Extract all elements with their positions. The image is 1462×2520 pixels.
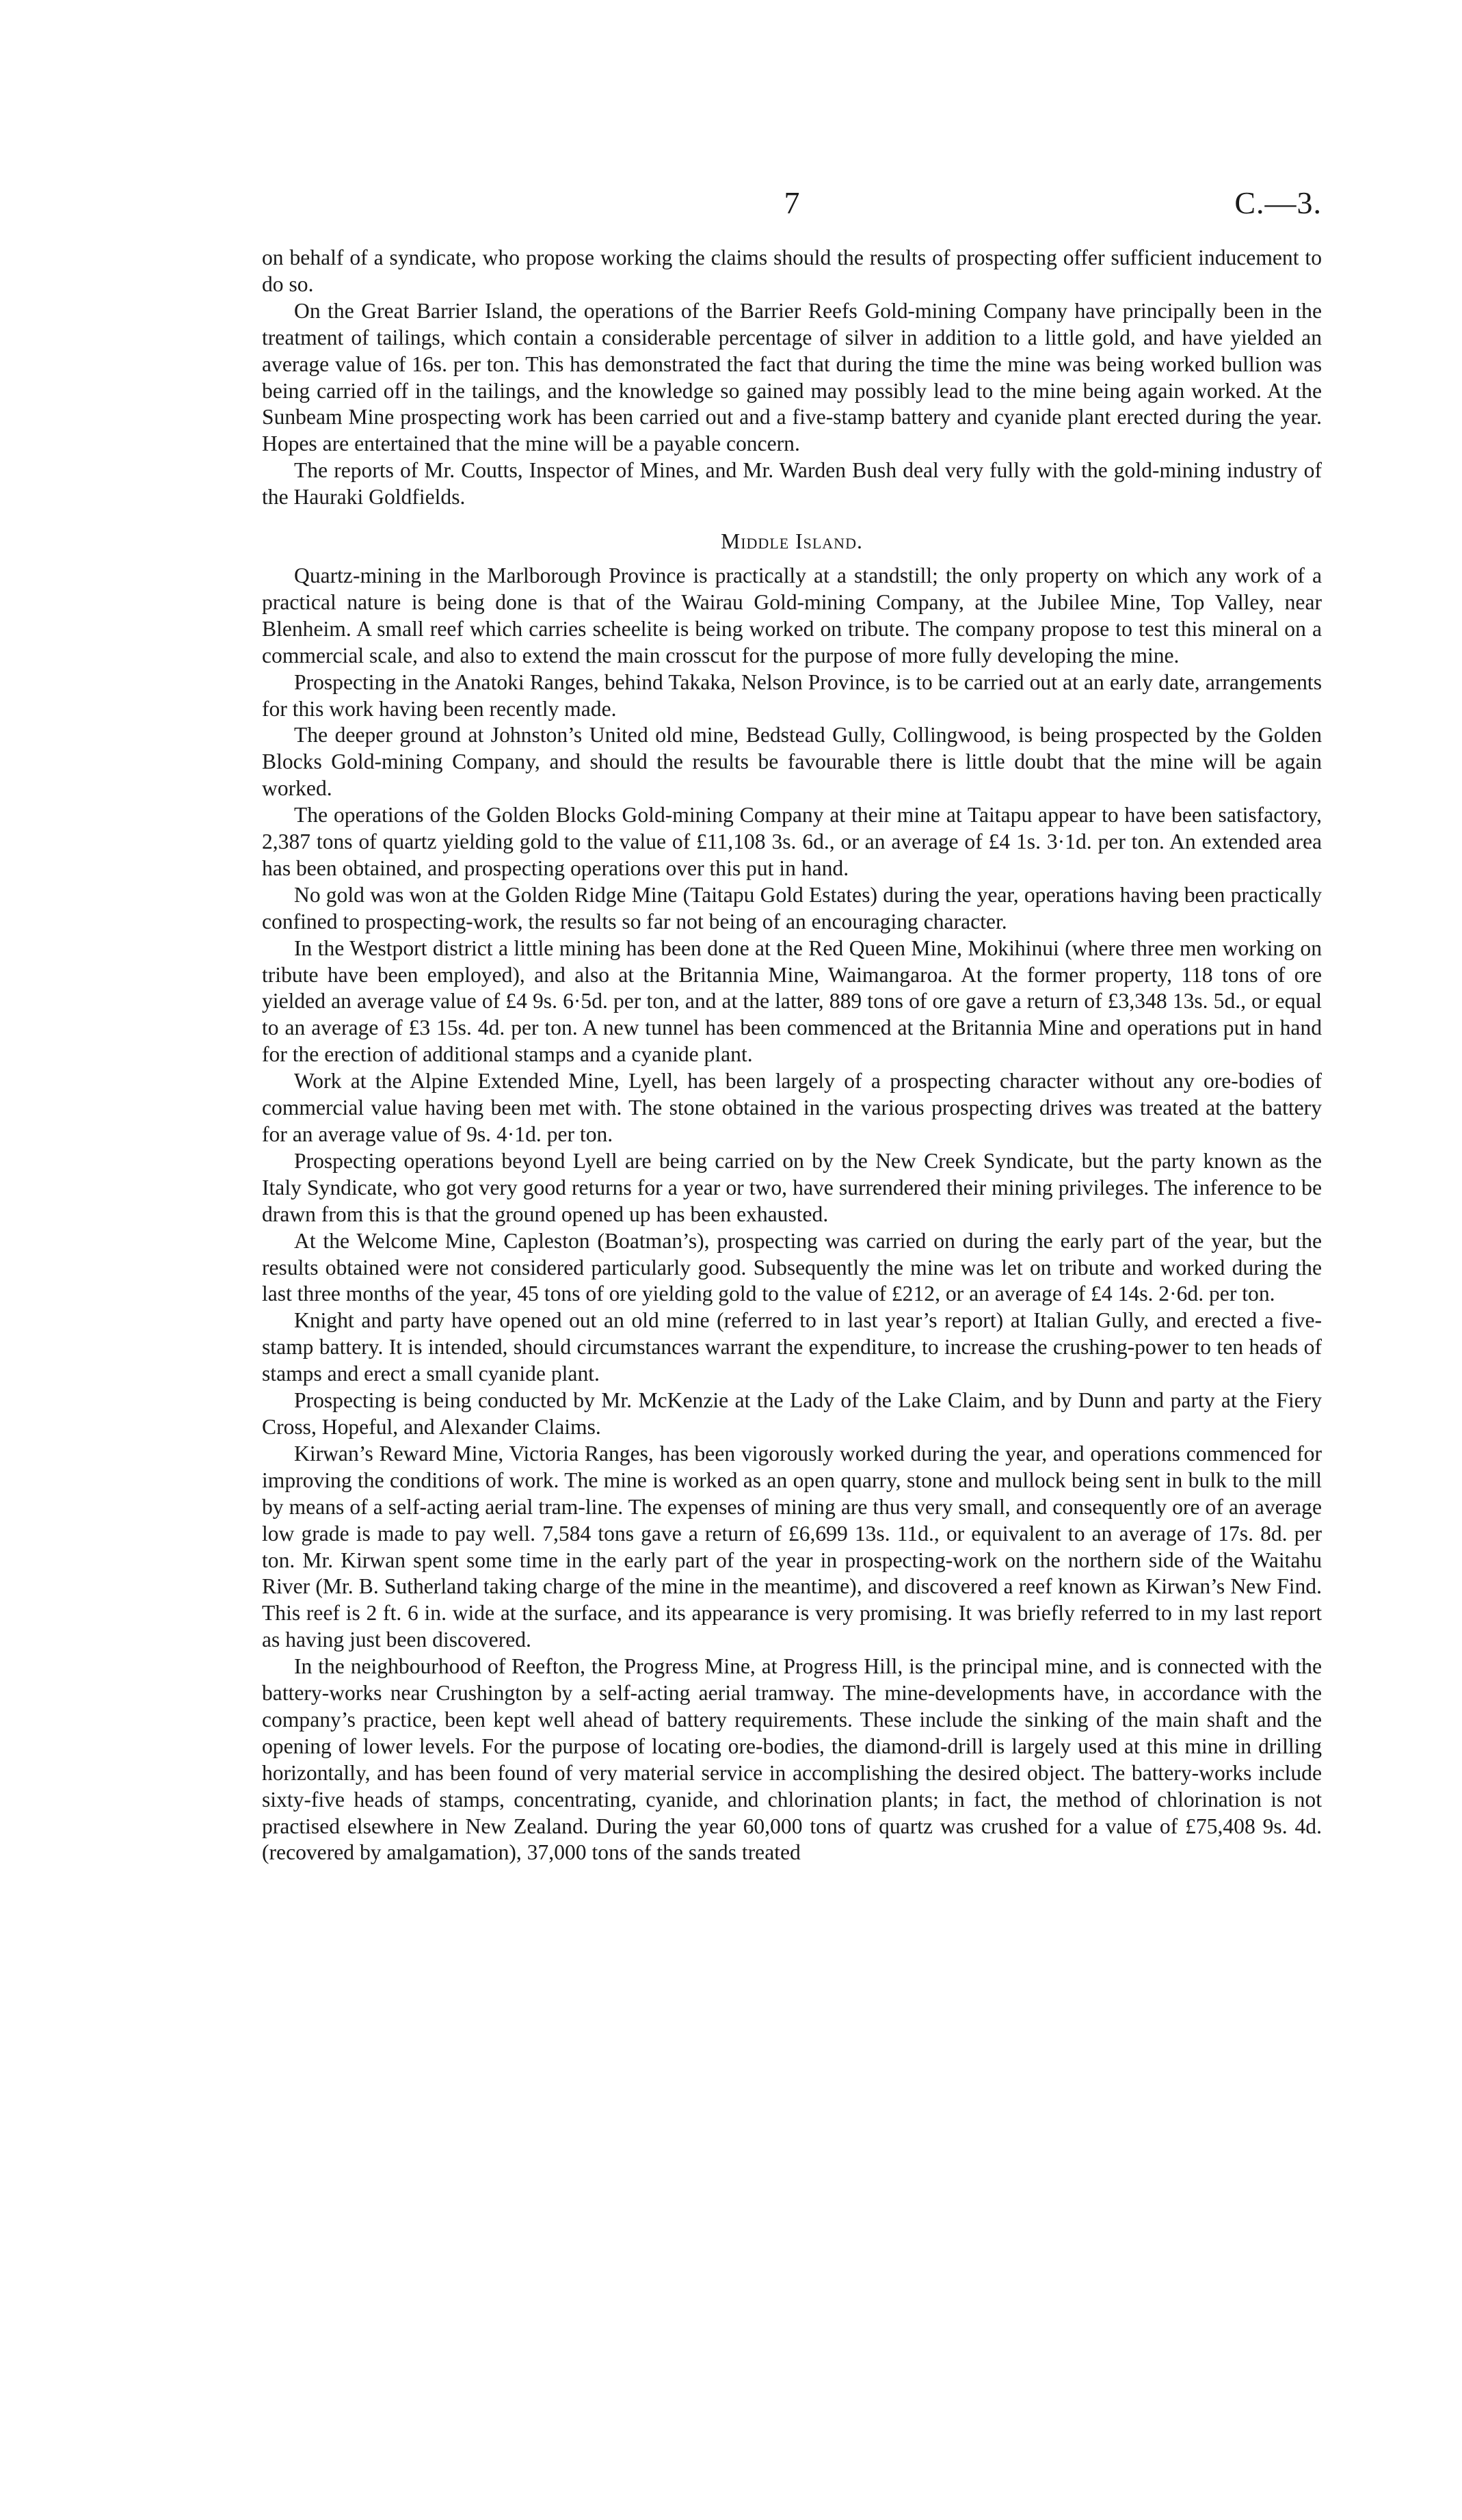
paragraph: Quartz-mining in the Marlborough Province is practically at a standstill; the only property on which any work of a practical nature is being done is that of the Wairau Gold-mining Company, at the Jubilee Mine, Top Valley, near Blenheim. A small reef which carries scheelite is being worked on tribute. The company propose to test this mineral on a commercial scale, and also to extend the main crosscut for the purpose of more fully developing the mine. — [262, 563, 1322, 667]
paragraph: No gold was won at the Golden Ridge Mine (Taitapu Gold Estates) during the year, operations having been practically confined to prospecting-work, the results so far not being of an encouraging character. — [262, 882, 1322, 933]
document-reference: C.—3. — [1234, 185, 1322, 220]
paragraph: The deeper ground at Johnston’s United old mine, Bedstead Gully, Collingwood, is being prospected by the Golden Blocks Gold-mining Company, and should the results be favourable there is little doubt that the mine will be again worked. — [262, 723, 1322, 801]
paragraph: On the Great Barrier Island, the operations of the Barrier Reefs Gold-mining Company have principally been in the treatment of tailings, which contain a considerable percentage of silver in addition to a little gold, and have yielded an average value of 16s. per ton. This has demonstrated the fact that during the time the mine was being worked bullion was being carried off in the tailings, and the knowledge so gained may possibly lead to the mine being again worked. At the Sunbeam Mine prospecting work has been carried out and a five-stamp battery and cyanide plant erected during the year. Hopes are entertained that the mine will be a payable concern. — [262, 298, 1322, 456]
paragraph: Kirwan’s Reward Mine, Victoria Ranges, has been vigorously worked during the year, and operations commenced for improving the conditions of work. The mine is worked as an open quarry, stone and mullock being sent in bulk to the mill by means of a self-acting aerial tram-line. The expenses of mining are thus very small, and consequently ore of an average low grade is made to pay well. 7,584 tons gave a return of £6,699 13s. 11d., or equivalent to an average of 17s. 8d. per ton. Mr. Kirwan spent some time in the early part of the year in prospecting-work on the northern side of the Waitahu River (Mr. B. Sutherland taking charge of the mine in the meantime), and discovered a reef known as Kirwan’s New Find. This reef is 2 ft. 6 in. wide at the surface, and its appearance is very promising. It was briefly referred to in my last report as having just been discovered. — [262, 1441, 1322, 1652]
paragraph: Prospecting is being conducted by Mr. McKenzie at the Lady of the Lake Claim, and by Dunn and party at the Fiery Cross, Hopeful, and Alexander Claims. — [262, 1388, 1322, 1439]
page-number: 7 — [784, 185, 800, 220]
paragraph: In the Westport district a little mining has been done at the Red Queen Mine, Mokihinui (where three men working on tribute have been employed), and also at the Britannia Mine, Waimangaroa. At the former property, 118 tons of ore yielded an average value of £4 9s. 6·5d. per ton, and at the latter, 889 tons of ore gave a return of £3,348 13s. 5d., or equal to an average of £3 15s. 4d. per ton. A new tunnel has been commenced at the Britannia Mine and operations put in hand for the erection of additional stamps and a cyanide plant. — [262, 936, 1322, 1067]
paragraph: The reports of Mr. Coutts, Inspector of Mines, and Mr. Warden Bush deal very fully with the gold-mining industry of the Hauraki Goldfields. — [262, 458, 1322, 509]
section-heading: Middle Island. — [721, 529, 863, 554]
paragraph: Prospecting in the Anatoki Ranges, behind Takaka, Nelson Province, is to be carried out at an early date, arrangements for this work having been recently made. — [262, 669, 1322, 721]
paragraph: Knight and party have opened out an old mine (referred to in last year’s report) at Italian Gully, and erected a five-stamp battery. It is intended, should circumstances warrant the expenditure, to increase the crushing-power to ten heads of stamps and erect a small cyanide plant. — [262, 1308, 1322, 1386]
body-text — [262, 245, 1322, 1866]
paragraph: The operations of the Golden Blocks Gold-mining Company at their mine at Taitapu appear to have been satisfactory, 2,387 tons of quartz yielding gold to the value of £11,108 3s. 6d., or an average of £4 1s. 3·1d. per ton. An extended area has been obtained, and prospecting operations over this put in hand. — [262, 803, 1322, 880]
paragraph: In the neighbourhood of Reefton, the Progress Mine, at Progress Hill, is the principal mine, and is connected with the battery-works near Crushington by a self-acting aerial tramway. The mine-developments have, in accordance with the company’s practice, been kept well ahead of battery requirements. These include the sinking of the main shaft and the opening of lower levels. For the purpose of locating ore-bodies, the diamond-drill is largely used at this mine in drilling horizontally, and has been found of very material service in accomplishing the desired object. The battery-works include sixty-five heads of stamps, concentrating, cyanide, and chlorination plants; in fact, the method of chlorination is not practised elsewhere in New Zealand. During the year 60,000 tons of quartz was crushed for a value of £75,408 9s. 4d. (recovered by amalgamation), 37,000 tons of the sands treated — [262, 1654, 1322, 1865]
paragraph: At the Welcome Mine, Capleston (Boatman’s), prospecting was carried on during the early part of the year, but the results obtained were not considered particularly good. Subsequently the mine was let on tribute and worked during the last three months of the year, 45 tons of ore yielding gold to the value of £212, or an average of £4 14s. 2·6d. per ton. — [262, 1228, 1322, 1306]
page-header — [262, 185, 1322, 233]
paragraph: Work at the Alpine Extended Mine, Lyell, has been largely of a prospecting character without any ore-bodies of commercial value having been met with. The stone obtained in the various prospecting drives was treated at the battery for an average value of 9s. 4·1d. per ton. — [262, 1069, 1322, 1146]
paragraph: on behalf of a syndicate, who propose working the claims should the results of prospecting offer sufficient inducement to do so. — [262, 246, 1322, 296]
paragraph: Prospecting operations beyond Lyell are being carried on by the New Creek Syndicate, but the party known as the Italy Syndicate, who got very good returns for a year or two, have surrendered their mining privileges. The inference to be drawn from this is that the ground opened up has been exhausted. — [262, 1148, 1322, 1226]
